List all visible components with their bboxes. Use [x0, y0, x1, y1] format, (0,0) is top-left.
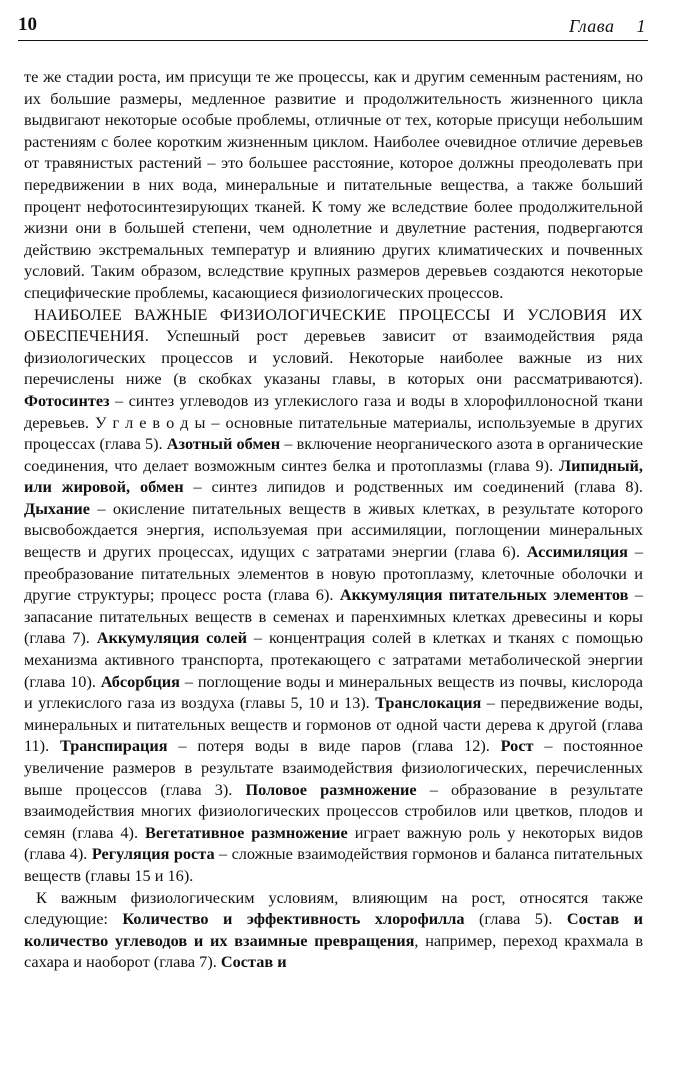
term-chlorophyll: Количество и эффективность хлорофилла — [122, 909, 465, 929]
paragraph-processes — [24, 304, 643, 887]
term-growth: Рост — [500, 736, 534, 756]
def-growth: – постоянное увеличение размеров в результате взаимодействия физиологических, перечисленных выше процессов (глава 3). — [24, 736, 643, 799]
def-chlorophyll: (глава 5). — [464, 909, 567, 929]
running-head-title: Глава — [568, 16, 615, 36]
def-sexual-reproduction: – образование в результате взаимодействия многих физиологических процессов стробилов или цветков, плодов и семян (глава 4). — [24, 779, 644, 842]
def-assimilation: – преобразование питательных элементов в новую протоплазму, клеточные оболочки и другие структуры; процесс роста (глава 6). — [24, 542, 643, 605]
term-growth-regulation: Регуляция роста — [91, 844, 215, 864]
def-absorption: – поглощение воды и минеральных веществ из почвы, кислорода и углекислого газа из воздуха (главы 5, 10 и 13). — [24, 671, 643, 713]
term-sexual-reproduction: Половое размножение — [245, 779, 417, 799]
term-assimilation: Ассимиляция — [526, 542, 628, 562]
section-heading: НАИБОЛЕЕ ВАЖНЫЕ ФИЗИОЛОГИЧЕСКИЕ ПРОЦЕССЫ И УСЛОВИЯ ИХ ОБЕСПЕЧЕНИЯ. — [24, 304, 643, 346]
def-carbohydrates: , например, переход крахмала в сахара и наоборот (глава 7). — [24, 930, 644, 972]
def-salt-accumulation: – концентрация солей в клетках и тканях с помощью механизма активного транспорта, протекающего с затратами метаболической энергии (глава 10). — [24, 628, 643, 691]
term-salt-accumulation: Аккумуляция солей — [96, 628, 248, 648]
def-nutrient-accumulation: – запасание питательных веществ в семенах и паренхимных клетках древесины и коры (глава 7). — [24, 585, 643, 648]
def-respiration: – окисление питательных веществ в живых клетках, в результате которого высвобождается энергия, используемая при ассимиляции, поглощении минеральных веществ и других процессах, идущих с затратами энергии (глава 6). — [24, 498, 643, 562]
def-growth-regulation: – сложные взаимодействия гормонов и баланса питательных веществ (главы 15 и 16). — [24, 844, 643, 885]
term-respiration: Дыхание — [24, 498, 90, 518]
page-number: 10 — [18, 14, 37, 35]
page-header — [18, 12, 646, 40]
term-translocation: Транслокация — [375, 693, 482, 713]
processes-intro: Успешный рост деревьев зависит от взаимодействия ряда физиологических процессов и условий. Некоторые наиболее важные из них перечислены ниже (в скобках указаны главы, в которых они рассматриваются). — [24, 326, 643, 389]
term-nitrogen-metabolism: Азотный обмен — [166, 434, 281, 454]
header-rule — [18, 40, 648, 41]
def-nitrogen-metabolism: – включение неорганического азота в органические соединения, что делает возможным синтез белка и протоплазмы (глава 9). — [24, 434, 643, 475]
def-transpiration: – потеря воды в виде паров (глава 12). — [167, 736, 501, 756]
paragraph-conditions — [24, 887, 643, 973]
term-nutrient-accumulation: Аккумуляция питательных элементов — [339, 585, 629, 605]
term-absorption: Абсорбция — [100, 671, 180, 691]
running-head — [569, 16, 646, 37]
running-head-chapter-number: 1 — [636, 16, 646, 36]
paragraph-intro: те же стадии роста, им присущи те же процессы, как и другим семенным растениям, но их большие размеры, медленное развитие и продолжительность жизненного цикла выдвигают некоторые особые проблемы, отличные от тех, которые присущи небольшим растениям с более коротким жизненным циклом. Наиболее очевидное отличие деревьев от травянистых растений – это большее расстояние, которое должны преодолевать при передвижении в них вода, минеральные и питательные вещества, а также больший процент нефотосинтезирующих тканей. К тому же вследствие более продолжительной жизни они в большей степени, чем однолетние и двулетние растения, подвергаются действию экстремальных температур и влиянию других климатических и почвенных условий. Таким образом, вследствие крупных размеров деревьев создаются некоторые специфические проблемы, касающиеся физиологических процессов. — [24, 67, 643, 302]
term-carbohydrates: Состав и количество углеводов и их взаимные превращения — [24, 909, 643, 950]
def-vegetative-reproduction: играет важную роль у некоторых видов (глава 4). — [24, 822, 643, 864]
term-composition: Состав и — [220, 952, 287, 972]
def-lipid-metabolism: – синтез липидов и родственных им соединений (глава 8). — [183, 477, 643, 497]
def-translocation: – передвижение воды, минеральных и питательных веществ и гормонов от одной части дерева к другой (глава 11). — [24, 693, 643, 756]
term-lipid-metabolism: Липидный, или жировой, обмен — [24, 455, 643, 497]
def-photosynthesis: – синтез углеводов из углекислого газа и воды в хлорофиллоносной ткани деревьев. У г л е в о д ы – основные питательные материалы, используемые в других процессах (глава 5). — [24, 390, 643, 454]
term-vegetative-reproduction: Вегетативное размножение — [144, 822, 348, 842]
term-transpiration: Транспирация — [59, 736, 168, 756]
conditions-intro: К важным физиологическим условиям, влияющим на рост, относятся также следующие: — [24, 887, 643, 929]
page-body — [24, 66, 643, 973]
term-photosynthesis: Фотосинтез — [24, 390, 110, 410]
